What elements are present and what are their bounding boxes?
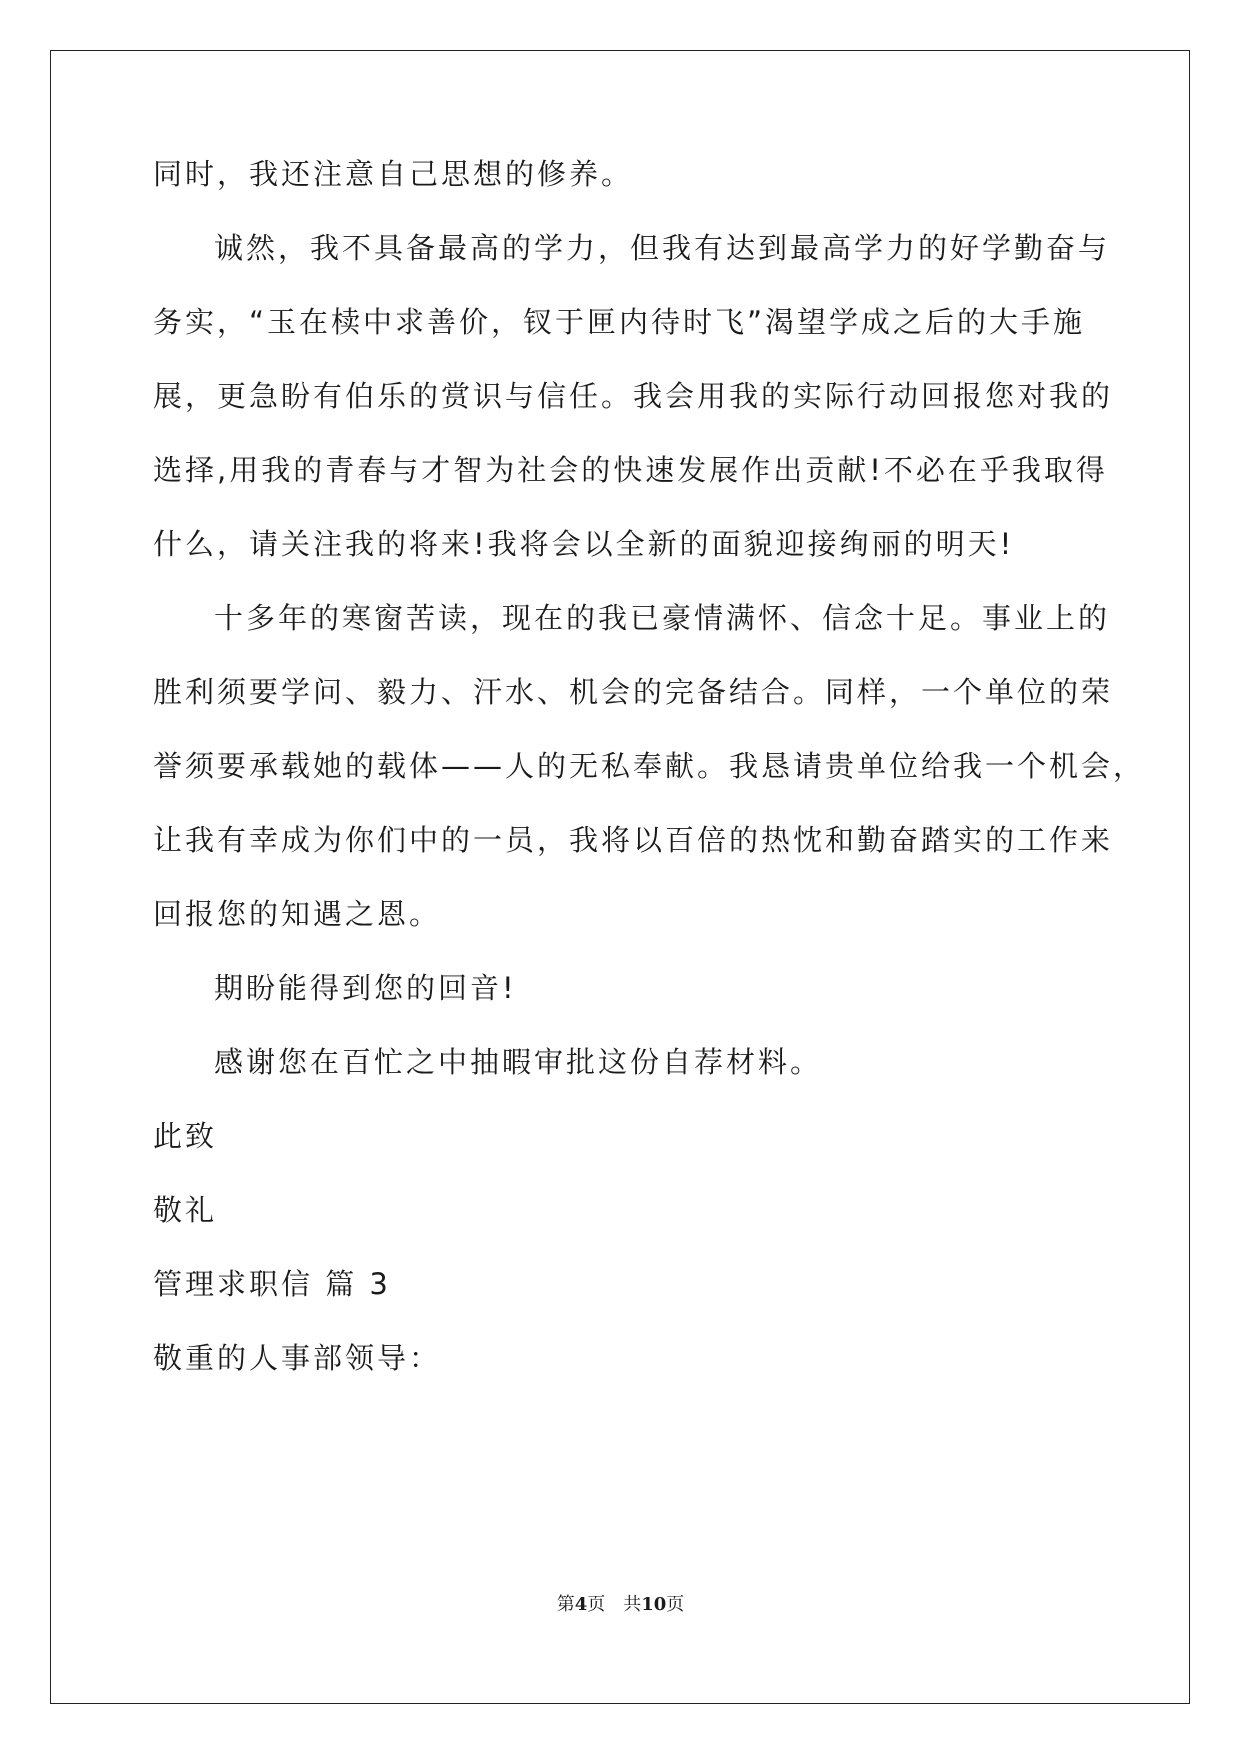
text-line: 十多年的寒窗苦读，现在的我已豪情满怀、信念十足。事业上的 — [214, 601, 1111, 635]
page-number: 4 — [574, 1594, 588, 1615]
letter-greeting: 敬重的人事部领导： — [153, 1341, 442, 1375]
text-line: 同时，我还注意自己思想的修养。 — [153, 157, 634, 191]
text-line: 回报您的知遇之恩。 — [153, 897, 442, 931]
page-footer — [0, 1593, 1241, 1617]
page-suffix: 页 — [587, 1594, 606, 1615]
section-heading: 管理求职信 篇 3 — [153, 1267, 391, 1301]
text-line: 展，更急盼有伯乐的赏识与信任。我会用我的实际行动回报您对我的 — [153, 379, 1114, 413]
text-line: 务实，“玉在椟中求善价，钗于匣内待时飞”渴望学成之后的大手施 — [153, 305, 1086, 339]
closing-regards: 敬礼 — [153, 1193, 218, 1227]
closing-salutation: 此致 — [153, 1119, 218, 1153]
total-pages: 10 — [641, 1594, 667, 1615]
total-prefix: 共 — [623, 1594, 642, 1615]
text-line: 诚然，我不具备最高的学力，但我有达到最高学力的好学勤奋与 — [214, 231, 1111, 265]
page-prefix: 第 — [556, 1594, 575, 1615]
text-line: 胜利须要学问、毅力、汗水、机会的完备结合。同样，一个单位的荣 — [153, 675, 1114, 709]
text-line: 誉须要承载她的载体——人的无私奉献。我恳请贵单位给我一个机会， — [153, 749, 1146, 783]
text-line: 感谢您在百忙之中抽暇审批这份自荐材料。 — [214, 1045, 823, 1079]
page-border — [50, 50, 1190, 1704]
text-line: 什么，请关注我的将来!我将会以全新的面貌迎接绚丽的明天! — [153, 527, 1015, 561]
text-line: 期盼能得到您的回音! — [214, 971, 517, 1005]
text-line: 让我有幸成为你们中的一员，我将以百倍的热忱和勤奋踏实的工作来 — [153, 823, 1114, 857]
total-suffix: 页 — [666, 1594, 685, 1615]
text-line: 选择,用我的青春与才智为社会的快速发展作出贡献!不必在乎我取得 — [153, 453, 1108, 487]
